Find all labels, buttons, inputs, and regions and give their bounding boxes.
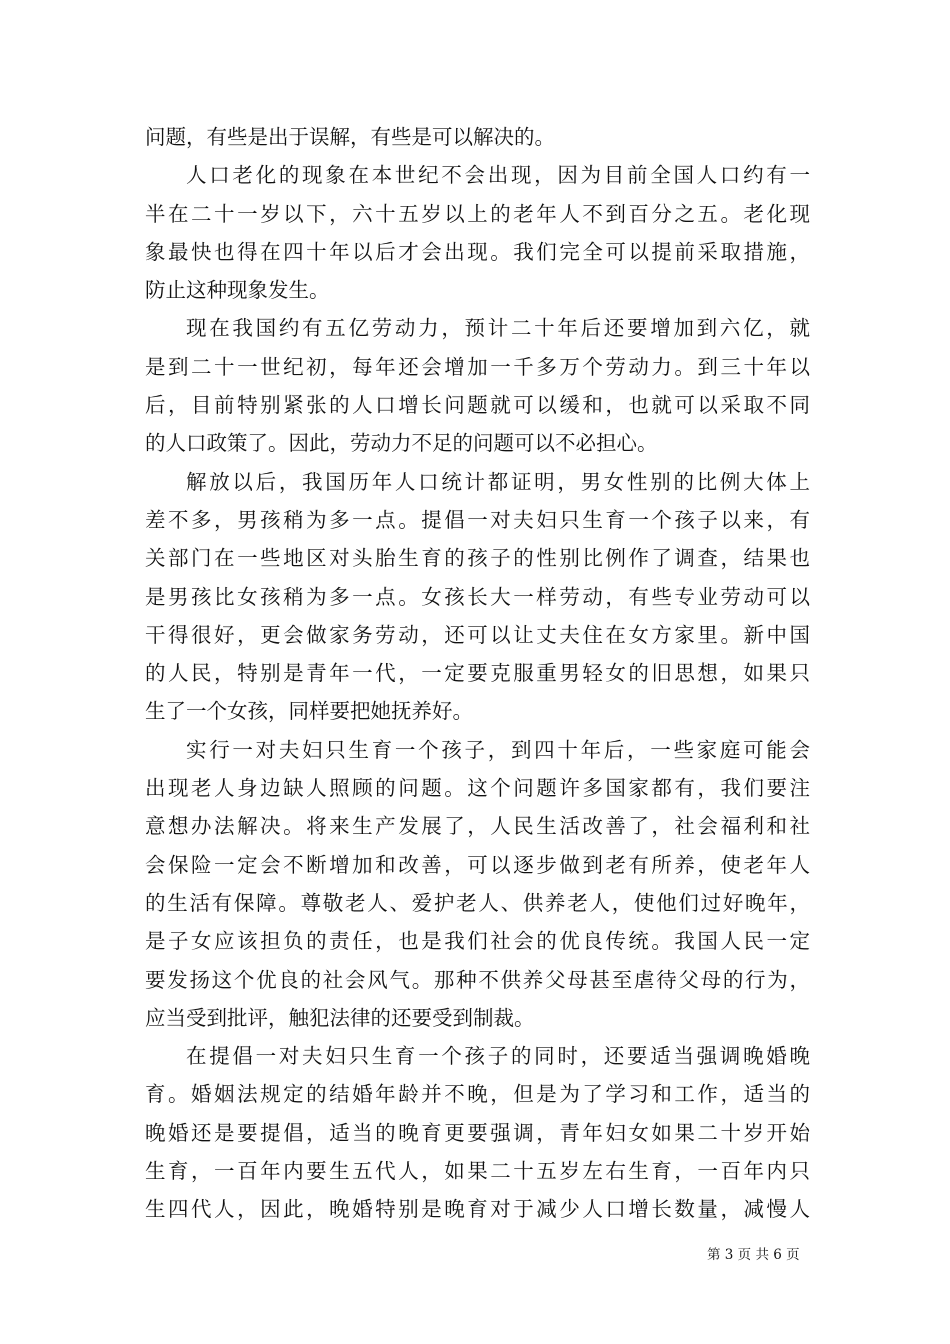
text-line: 干得很好，更会做家务劳动，还可以让丈夫住在女方家里。新中国 — [145, 622, 810, 647]
paragraph-first-line: 人口老化的现象在本世纪不会出现，因为目前全国人口约有一 — [186, 163, 810, 188]
text-line: 象最快也得在四十年以后才会出现。我们完全可以提前采取措施， — [145, 239, 810, 264]
text-line: 是男孩比女孩稍为多一点。女孩长大一样劳动，有些专业劳动可以 — [145, 584, 810, 609]
text-line: 的生活有保障。尊敬老人、爱护老人、供养老人，使他们过好晚年， — [145, 890, 810, 915]
text-line: 是到二十一世纪初，每年还会增加一千多万个劳动力。到三十年以 — [145, 354, 810, 379]
text-line: 应当受到批评，触犯法律的还要受到制裁。 — [145, 1005, 535, 1030]
page-number — [707, 1246, 800, 1264]
text-line: 的人民，特别是青年一代，一定要克服重男轻女的旧思想，如果只 — [145, 661, 810, 686]
text-line: 意想办法解决。将来生产发展了，人民生活改善了，社会福利和社 — [145, 814, 810, 839]
text-line: 晚婚还是要提倡，适当的晚育更要强调，青年妇女如果二十岁开始 — [145, 1120, 810, 1145]
text-line: 半在二十一岁以下，六十五岁以上的老年人不到百分之五。老化现 — [145, 201, 810, 226]
text-line: 关部门在一些地区对头胎生育的孩子的性别比例作了调查，结果也 — [145, 546, 810, 571]
text-line: 是子女应该担负的责任，也是我们社会的优良传统。我国人民一定 — [145, 929, 810, 954]
paragraph-first-line: 解放以后，我国历年人口统计都证明，男女性别的比例大体上 — [186, 469, 810, 494]
text-line: 后，目前特别紧张的人口增长问题就可以缓和，也就可以采取不同 — [145, 393, 810, 418]
text-line: 生育，一百年内要生五代人，如果二十五岁左右生育，一百年内只 — [145, 1159, 810, 1184]
text-line: 要发扬这个优良的社会风气。那种不供养父母甚至虐待父母的行为， — [145, 967, 810, 992]
text-line: 会保险一定会不断增加和改善，可以逐步做到老有所养，使老年人 — [145, 852, 810, 877]
paragraph-first-line: 在提倡一对夫妇只生育一个孩子的同时，还要适当强调晚婚晚 — [186, 1044, 810, 1069]
text-line: 生四代人，因此，晚婚特别是晚育对于减少人口增长数量，减慢人 — [145, 1197, 810, 1222]
text-line: 育。婚姻法规定的结婚年龄并不晚，但是为了学习和工作，适当的 — [145, 1082, 810, 1107]
page-number-label: 第 3 页 共 6 页 — [707, 1247, 800, 1263]
body-text — [145, 118, 810, 1229]
text-line: 问题，有些是出于误解，有些是可以解决的。 — [145, 125, 555, 149]
text-line: 防止这种现象发生。 — [145, 278, 330, 303]
paragraph-first-line: 实行一对夫妇只生育一个孩子，到四十年后，一些家庭可能会 — [186, 737, 810, 762]
text-line: 出现老人身边缺人照顾的问题。这个问题许多国家都有，我们要注 — [145, 776, 810, 801]
text-line: 生了一个女孩，同样要把她抚养好。 — [145, 699, 473, 724]
text-line: 的人口政策了。因此，劳动力不足的问题可以不必担心。 — [145, 431, 658, 456]
paragraph-first-line: 现在我国约有五亿劳动力，预计二十年后还要增加到六亿，就 — [186, 316, 810, 341]
text-line: 差不多，男孩稍为多一点。提倡一对夫妇只生育一个孩子以来，有 — [145, 507, 810, 532]
